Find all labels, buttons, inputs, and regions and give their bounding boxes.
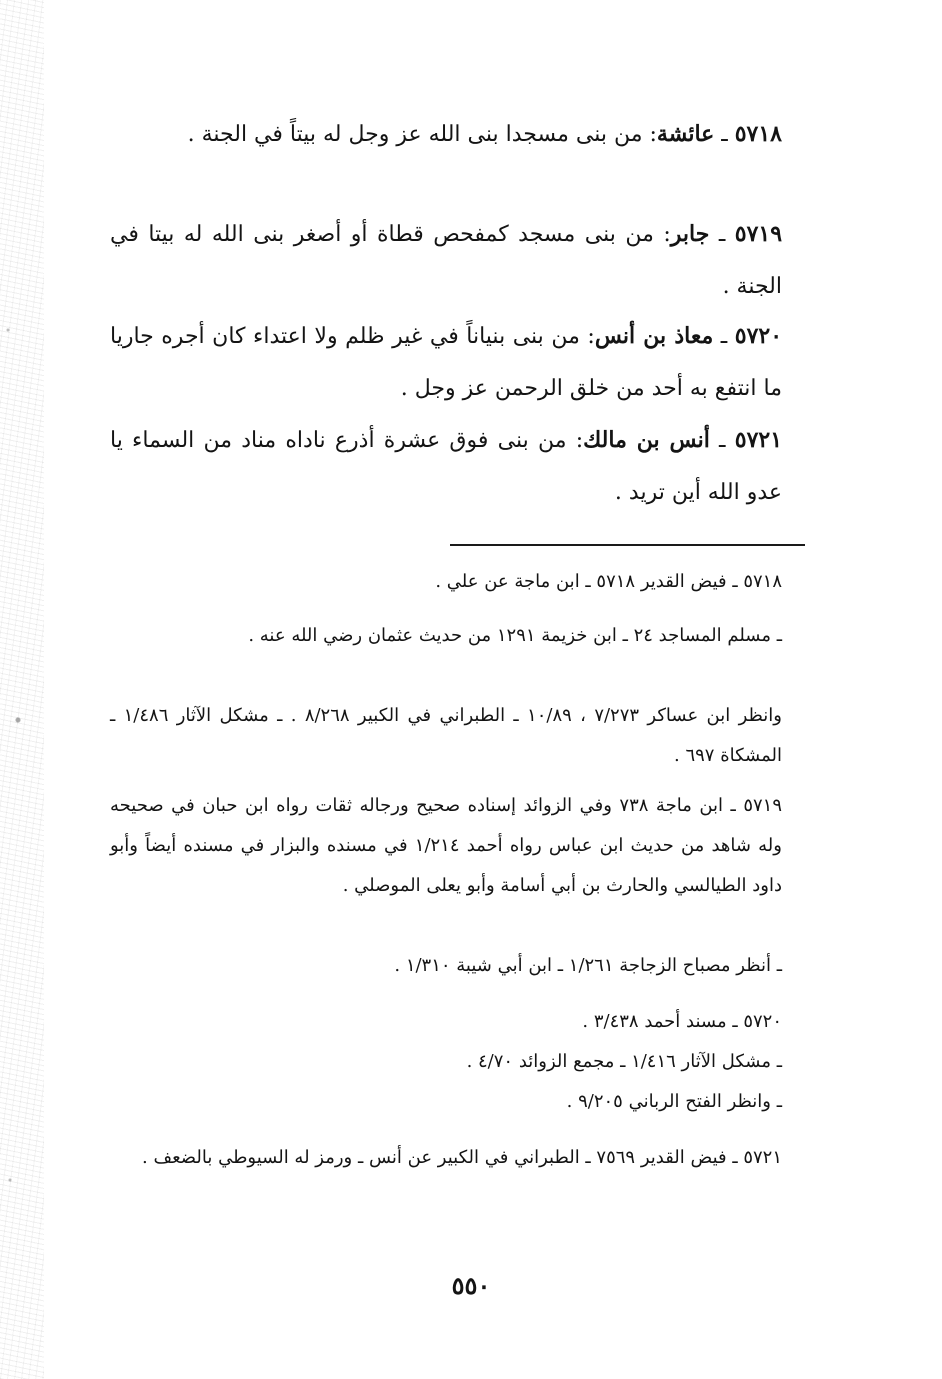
footnote-5720-see-also: ـ وانظر الفتح الرباني ٩/٢٠٥ .: [566, 1091, 782, 1112]
hadith-5718: ٥٧١٨ ـ عائشة: من بنى مسجدا بنى الله عز وجل له بيتاً في الجنة .: [187, 121, 782, 147]
footnote-divider: [450, 544, 805, 546]
hadith-number: ٥٧٢١: [734, 427, 783, 453]
footnote-5720-sources: ـ مشكل الآثار ١/٤١٦ ـ مجمع الزوائد ٤/٧٠ .: [466, 1051, 782, 1072]
hadith-5719: ٥٧١٩ ـ جابر: من بنى مسجد كمفحص قطاة أو أصغر بنى الله له بيتا في الجنة .: [110, 221, 783, 299]
hadith-number: ٥٧١٩: [734, 221, 783, 247]
hadith-text: من بنى بنياناً في غير ظلم ولا اعتداء كان أجره جاريا ما انتفع به أحد من خلق الرحمن عز وجل .: [110, 324, 782, 401]
footnote-5718: ٥٧١٨ ـ فيض القدير ٥٧١٨ ـ ابن ماجة عن علي .: [435, 571, 782, 592]
hadith-5720: ٥٧٢٠ ـ معاذ بن أنس: من بنى بنياناً في غير ظلم ولا اعتداء كان أجره جاريا ما انتفع به أحد من خلق الرحمن عز وجل .: [110, 323, 783, 401]
hadith-narrator: جابر: [670, 221, 710, 247]
hadith-number: ٥٧٢٠: [734, 323, 783, 349]
hadith-number: ٥٧١٨: [734, 121, 782, 147]
footnote-5718-see-also: وانظر ابن عساكر ٧/٢٧٣ ، ١٠/٨٩ ـ الطبراني في الكبير ٨/٢٦٨ . ـ مشكل الآثار ١/٤٨٦ ـ المشكاة ٦٩٧ .: [110, 705, 782, 766]
footnote-5719-see-also: ـ أنظر مصباح الزجاجة ١/٢٦١ ـ ابن أبي شيبة ١/٣١٠ .: [394, 955, 782, 976]
page-number: ٥٥٠: [451, 1271, 491, 1300]
hadith-narrator: معاذ بن أنس: [594, 323, 714, 349]
hadith-narrator: عائشة: [656, 121, 715, 147]
scan-edge-noise: [0, 0, 44, 1379]
hadith-5721: ٥٧٢١ ـ أنس بن مالك: من بنى فوق عشرة أذرع ناداه مناد من السماء يا عدو الله أين تريد .: [110, 427, 783, 505]
footnote-5718-sources: ـ مسلم المساجد ٢٤ ـ ابن خزيمة ١٢٩١ من حديث عثمان رضي الله عنه .: [248, 625, 782, 646]
footnote-5719: ٥٧١٩ ـ ابن ماجة ٧٣٨ وفي الزوائد إسناده صحيح ورجاله ثقات رواه ابن حبان في صحيحه وله شاهد من حديث ابن عباس رواه أحمد ١/٢١٤ في مسنده والبزار في مسنده أيضاً وأبو داود الطيالسي والحارث بن أبي أسامة وأبو يعلى الموصلي .: [110, 795, 782, 896]
footnote-5720: ٥٧٢٠ ـ مسند أحمد ٣/٤٣٨ .: [582, 1011, 782, 1032]
hadith-narrator: أنس بن مالك: [583, 427, 710, 453]
hadith-text: من بنى مسجدا بنى الله عز وجل له بيتاً في الجنة .: [187, 122, 643, 147]
hadith-text: من بنى فوق عشرة أذرع ناداه مناد من السماء يا عدو الله أين تريد .: [110, 428, 782, 505]
hadith-text: من بنى مسجد كمفحص قطاة أو أصغر بنى الله له بيتا في الجنة .: [110, 222, 782, 299]
footnote-5721: ٥٧٢١ ـ فيض القدير ٧٥٦٩ ـ الطبراني في الكبير عن أنس ـ ورمز له السيوطي بالضعف .: [142, 1147, 782, 1168]
